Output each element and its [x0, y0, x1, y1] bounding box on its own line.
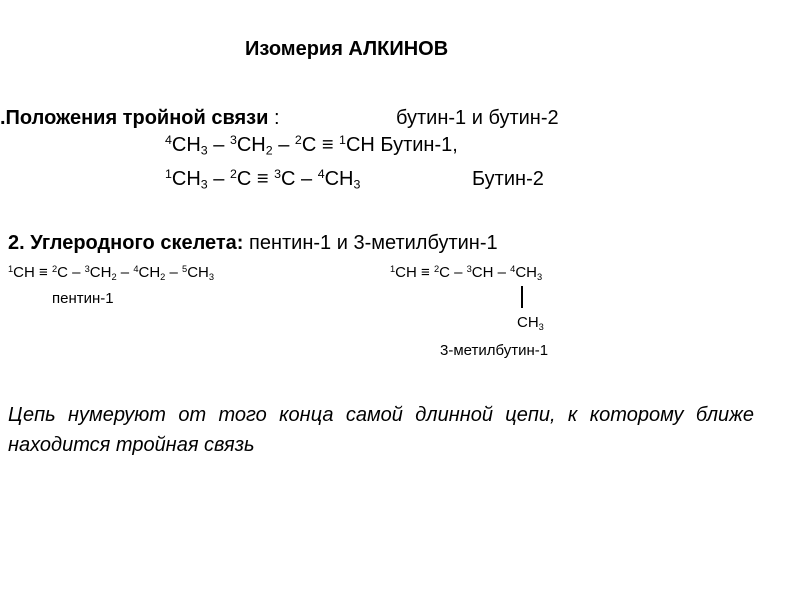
- section1-isomers: бутин-1 и бутин-2: [396, 107, 559, 129]
- section2-isomers: пентин-1 и 3-метилбутин-1: [243, 232, 498, 254]
- pentyne1-name: пентин-1: [52, 290, 114, 307]
- branch-bond-line: [521, 286, 523, 308]
- butyne2-name: Бутин-2: [472, 168, 544, 190]
- butyne2-formula: $^1CH_3 - ^2C \equiv ^3C - ^4CH_3$: [165, 167, 361, 192]
- section2-heading: 2. Углеродного скелета:: [8, 232, 244, 254]
- section1-colon: :: [268, 107, 280, 129]
- numbering-rule-note: Цепь нумеруют от того конца самой длинной цепи, к которому ближе находится тройная связь: [8, 404, 754, 456]
- pentyne1-formula: $^1CH \equiv ^2C - ^3CH_2 - ^4CH_2 - ^5CH_3$: [8, 263, 215, 282]
- section1-heading-line: [0, 107, 280, 130]
- methylbutyne-name: 3-метилбутин-1: [440, 342, 549, 359]
- methylbutyne-formula: $^1CH \equiv ^2C - ^3CH - ^4CH_3$: [390, 263, 543, 282]
- butyne1-formula: $^4CH_3 - ^3CH_2 - ^2C \equiv ^1CH$ Бутин-1,: [165, 133, 458, 158]
- section1-heading: .Положения тройной связи: [0, 107, 269, 129]
- slide-title: Изомерия АЛКИНОВ: [245, 38, 449, 60]
- section2-heading-line: [8, 232, 498, 255]
- methyl-branch: $CH_3$: [517, 314, 544, 332]
